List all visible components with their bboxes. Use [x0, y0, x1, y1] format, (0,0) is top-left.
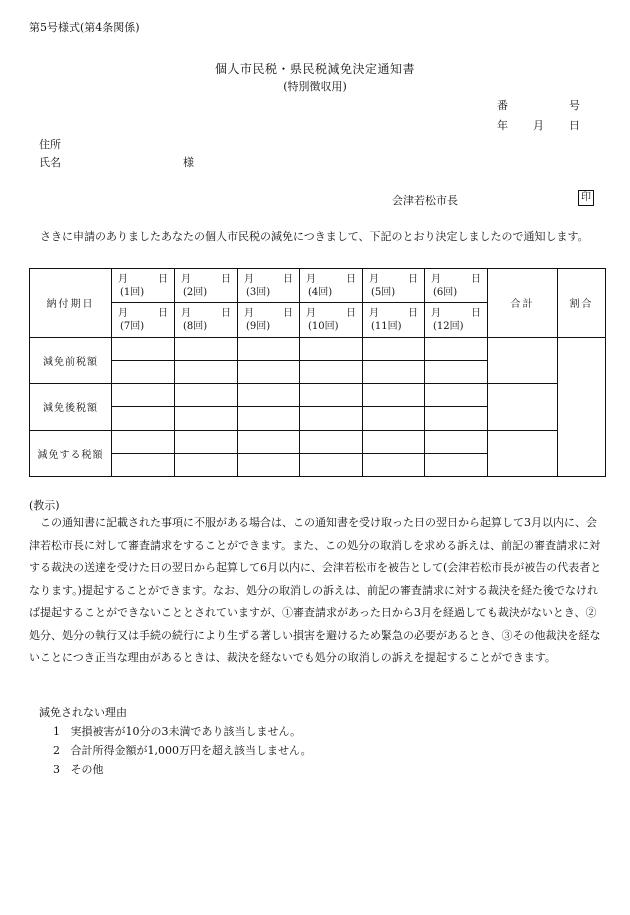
amount-cell[interactable]	[112, 384, 175, 407]
amount-cell[interactable]	[300, 430, 363, 453]
row-label-before-reduction: 減免前税額	[30, 337, 112, 383]
ratio-cell[interactable]	[558, 337, 606, 476]
installment-9-date	[238, 303, 300, 337]
installment-label: (8回)	[183, 320, 208, 332]
amount-cell[interactable]	[112, 337, 175, 360]
installment-7-date	[112, 303, 175, 337]
month-label: 月	[244, 307, 254, 319]
reason-item-1	[53, 722, 301, 741]
amount-cell[interactable]	[238, 407, 300, 430]
amount-cell[interactable]	[112, 453, 175, 476]
amount-cell[interactable]	[425, 360, 488, 383]
amount-cell[interactable]	[175, 430, 238, 453]
amount-cell[interactable]	[238, 360, 300, 383]
month-label: 月	[431, 273, 441, 285]
total-cell[interactable]	[488, 337, 558, 383]
amount-cell[interactable]	[238, 430, 300, 453]
day-label: 日	[221, 273, 231, 285]
total-cell[interactable]	[488, 384, 558, 430]
number-go: 号	[569, 99, 580, 112]
reason-item-3	[53, 760, 104, 779]
day-label: 日	[471, 273, 481, 285]
day-label: 日	[283, 273, 293, 285]
installment-label: (7回)	[120, 320, 145, 332]
amount-cell[interactable]	[425, 407, 488, 430]
tax-reduction-table	[29, 268, 606, 477]
reason-number: 3	[53, 763, 60, 776]
day-label: 日	[471, 307, 481, 319]
honorific-sama: 様	[183, 156, 194, 169]
day-label: 日	[158, 307, 168, 319]
amount-cell[interactable]	[300, 360, 363, 383]
total-cell[interactable]	[488, 430, 558, 476]
number-ban: 番	[497, 99, 508, 112]
amount-cell[interactable]	[300, 337, 363, 360]
amount-cell[interactable]	[175, 407, 238, 430]
amount-cell[interactable]	[363, 453, 425, 476]
reasons-heading: 減免されない理由	[39, 706, 127, 719]
installment-2-date	[175, 269, 238, 303]
amount-cell[interactable]	[175, 337, 238, 360]
installment-label: (12回)	[433, 320, 464, 332]
reason-text: 合計所得金額が1,000万円を超え該当しません。	[70, 744, 312, 757]
month-label: 月	[118, 273, 128, 285]
amount-cell[interactable]	[175, 453, 238, 476]
date-tsuki: 月	[533, 119, 544, 132]
ratio-header: 割合	[558, 269, 606, 338]
instruction-body: この通知書に記載された事項に不服がある場合は、この通知書を受け取った日の翌日から起算して3月以内に、会津若松市長に対して審査請求をすることができます。また、この処分の取消しを求める訴えは、前記の審査請求に対する裁決の送達を受けた日の翌日から起算して6月以内に、会津若松市を被告として(会津若松市長が被告の代表者となります。)提起することができます。なお、処分の取消しの訴えは、前記の審査請求に対する裁決を経た後でなければ提起することができないこととされていますが、①審査請求があった日から3月を経過しても裁決がないとき、②処分、処分の執行又は手続の続行により生ずる著しい損害を避けるため緊急の必要があるとき、③その他裁決を経ないことにつき正当な理由があるときは、裁決を経ないでも処分の取消しの訴えを提起することができます。	[29, 516, 602, 664]
installment-label: (1回)	[120, 286, 145, 298]
amount-cell[interactable]	[300, 384, 363, 407]
document-title: 個人市民税・県民税減免決定通知書	[214, 62, 415, 76]
day-label: 日	[346, 307, 356, 319]
amount-cell[interactable]	[300, 453, 363, 476]
reason-item-2	[53, 741, 312, 760]
installment-label: (2回)	[183, 286, 208, 298]
installment-5-date	[363, 269, 425, 303]
date-hi: 日	[569, 119, 580, 132]
amount-cell[interactable]	[425, 384, 488, 407]
row-label-reduction-amount: 減免する税額	[30, 430, 112, 476]
payment-period-header: 納付期日	[30, 269, 112, 338]
form-number: 第5号様式(第4条関係)	[29, 21, 140, 34]
day-label: 日	[158, 273, 168, 285]
amount-cell[interactable]	[238, 337, 300, 360]
installment-1-date	[112, 269, 175, 303]
amount-cell[interactable]	[238, 453, 300, 476]
intro-text: さきに申請のありましたあなたの個人市民税の減免につきまして、下記のとおり決定しましたので通知します。	[40, 230, 589, 243]
row-label-after-reduction: 減免後税額	[30, 384, 112, 430]
amount-cell[interactable]	[425, 430, 488, 453]
reason-text: その他	[70, 763, 104, 776]
month-label: 月	[306, 273, 316, 285]
day-label: 日	[408, 307, 418, 319]
instruction-heading: (教示)	[29, 499, 60, 512]
issuer-name: 会津若松市長	[392, 194, 458, 207]
amount-cell[interactable]	[300, 407, 363, 430]
installment-label: (5回)	[371, 286, 396, 298]
amount-cell[interactable]	[238, 384, 300, 407]
installment-11-date	[363, 303, 425, 337]
amount-cell[interactable]	[112, 407, 175, 430]
reason-text: 実損被害が10分の3未満であり該当しません。	[70, 725, 302, 738]
document-subtitle: (特別徴収用)	[283, 80, 347, 93]
month-label: 月	[431, 307, 441, 319]
month-label: 月	[369, 273, 379, 285]
day-label: 日	[283, 307, 293, 319]
amount-cell[interactable]	[363, 384, 425, 407]
installment-12-date	[425, 303, 488, 337]
installment-label: (10回)	[308, 320, 339, 332]
amount-cell[interactable]	[363, 337, 425, 360]
address-label: 住所	[39, 138, 61, 151]
amount-cell[interactable]	[363, 407, 425, 430]
amount-cell[interactable]	[112, 430, 175, 453]
amount-cell[interactable]	[112, 360, 175, 383]
installment-6-date	[425, 269, 488, 303]
amount-cell[interactable]	[425, 337, 488, 360]
day-label: 日	[221, 307, 231, 319]
date-nen: 年	[497, 119, 508, 132]
month-label: 月	[181, 307, 191, 319]
total-header: 合計	[488, 269, 558, 338]
month-label: 月	[369, 307, 379, 319]
name-label: 氏名	[39, 156, 61, 169]
month-label: 月	[118, 307, 128, 319]
day-label: 日	[346, 273, 356, 285]
amount-cell[interactable]	[175, 384, 238, 407]
installment-10-date	[300, 303, 363, 337]
installment-label: (3回)	[246, 286, 271, 298]
installment-4-date	[300, 269, 363, 303]
day-label: 日	[408, 273, 418, 285]
month-label: 月	[181, 273, 191, 285]
installment-label: (4回)	[308, 286, 333, 298]
seal-mark: 印	[578, 190, 594, 206]
installment-label: (11回)	[371, 320, 402, 332]
month-label: 月	[306, 307, 316, 319]
amount-cell[interactable]	[363, 360, 425, 383]
installment-8-date	[175, 303, 238, 337]
month-label: 月	[244, 273, 254, 285]
reason-number: 1	[53, 725, 60, 738]
amount-cell[interactable]	[363, 430, 425, 453]
amount-cell[interactable]	[175, 360, 238, 383]
amount-cell[interactable]	[425, 453, 488, 476]
reason-number: 2	[53, 744, 60, 757]
installment-label: (9回)	[246, 320, 271, 332]
installment-3-date	[238, 269, 300, 303]
installment-label: (6回)	[433, 286, 458, 298]
